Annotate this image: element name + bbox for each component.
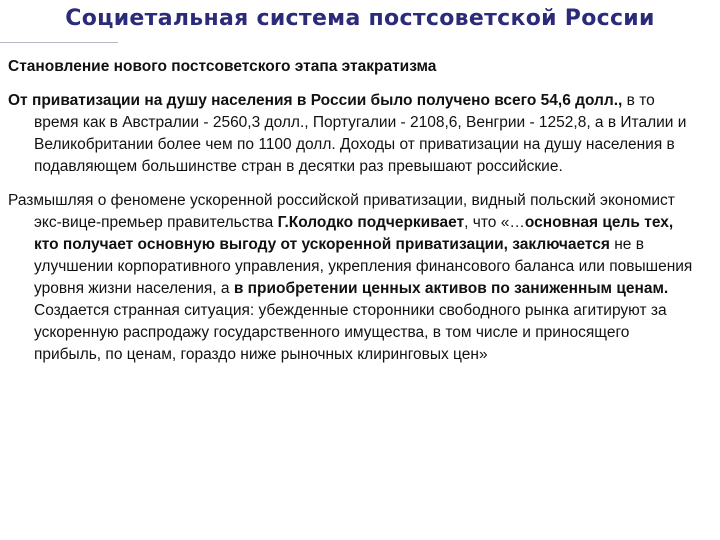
- slide-subtitle: Становление нового постсоветского этапа этакратизма: [8, 58, 437, 75]
- title-divider: [0, 42, 118, 43]
- p2-text-1: Размышляя о феномене ускоренной российской приватизации, видный польский экономист экс-вице-премьер правительства: [8, 192, 675, 231]
- paragraph-privatization-income: [8, 90, 696, 178]
- p2-bold-author: Г.Колодко подчеркивает: [277, 214, 465, 231]
- p2-text-4: Создается странная ситуация: убежденные сторонники свободного рынка агитируют за ускоренную распродажу государственного имущества, в том числе и приносящего прибыль, по ценам, гораздо ниже рыночных клиринговых цен»: [34, 302, 667, 363]
- p2-text-3: не в улучшении корпоративного управления, укрепления финансового баланса или повышения уровня жизни населения, а: [34, 236, 693, 297]
- slide-body: [8, 56, 696, 378]
- p2-bold-goal: основная цель тех, кто получает основную выгоду от ускоренной приватизации, заключается: [34, 214, 674, 253]
- p1-bold-lead: От приватизации на душу населения в России было получено всего 54,6 долл.,: [8, 92, 623, 109]
- slide-title: Социетальная система постсоветской России: [65, 6, 655, 31]
- p2-text-2: , что «…: [464, 214, 525, 231]
- paragraph-kolodko-quote: [8, 190, 696, 366]
- p2-bold-assets: в приобретении ценных активов по заниженным ценам.: [233, 280, 669, 297]
- p1-text: в то время как в Австралии - 2560,3 долл., Португалии - 2108,6, Венгрии - 1252,8, а в Италии и Великобритании более чем по 1100 долл. Доходы от приватизации на душу населения в подавляющем большинстве стран в десятки раз превышают российские.: [34, 92, 687, 175]
